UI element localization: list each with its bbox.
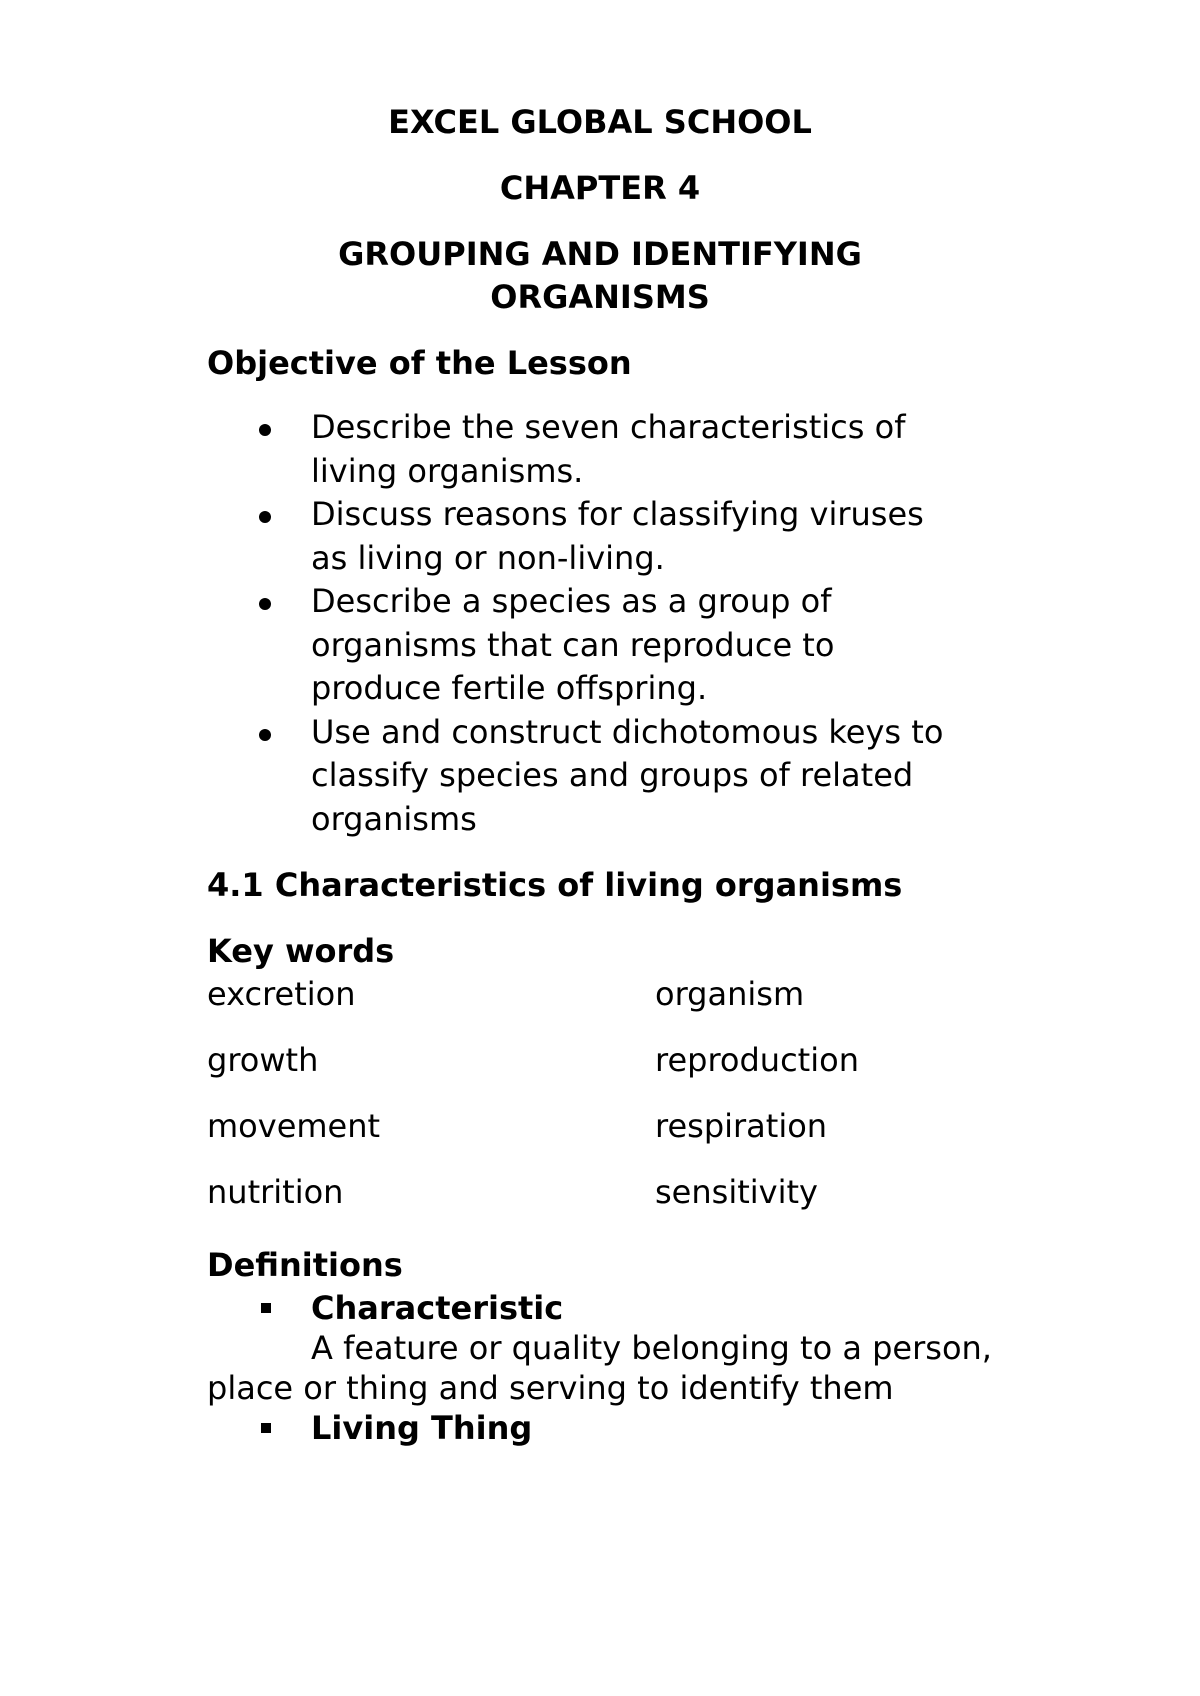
objective-item bbox=[207, 580, 1007, 711]
objective-line: Describe a species as a group of bbox=[311, 582, 832, 620]
chapter-title-line-1: GROUPING AND IDENTIFYING bbox=[338, 235, 862, 273]
objectives-heading: Objective of the Lesson bbox=[207, 344, 632, 382]
definition-term bbox=[207, 1288, 1007, 1328]
keywords-heading: Key words bbox=[207, 932, 395, 970]
objectives-list bbox=[207, 406, 1007, 841]
square-bullet-icon bbox=[261, 1423, 271, 1433]
bullet-icon bbox=[259, 511, 271, 523]
chapter-number: CHAPTER 4 bbox=[499, 169, 701, 207]
objective-item bbox=[207, 711, 1007, 842]
definitions-list bbox=[207, 1288, 1007, 1448]
keyword: sensitivity bbox=[655, 1173, 818, 1211]
keyword: respiration bbox=[655, 1107, 828, 1145]
objective-item bbox=[207, 493, 1007, 580]
objective-line: organisms that can reproduce to bbox=[311, 625, 835, 664]
keyword: reproduction bbox=[655, 1041, 859, 1079]
keyword: growth bbox=[207, 1041, 319, 1079]
bullet-icon bbox=[259, 424, 271, 436]
definition-text: A feature or quality belonging to a person, place or thing and serving to identify them bbox=[207, 1329, 992, 1407]
bullet-icon bbox=[259, 598, 271, 610]
chapter-title-line-2: ORGANISMS bbox=[490, 278, 710, 316]
keyword: excretion bbox=[207, 975, 356, 1013]
keyword: nutrition bbox=[207, 1173, 344, 1211]
objective-line: living organisms. bbox=[311, 451, 584, 490]
keyword: organism bbox=[655, 975, 805, 1013]
definitions-heading: Definitions bbox=[207, 1246, 403, 1284]
definition-term-label: Characteristic bbox=[311, 1289, 564, 1327]
objective-item bbox=[207, 406, 1007, 493]
keyword: movement bbox=[207, 1107, 381, 1145]
objective-line: as living or non-living. bbox=[311, 538, 665, 577]
objective-line: produce fertile offspring. bbox=[311, 669, 708, 707]
objective-line: organisms bbox=[311, 799, 477, 838]
definition-term-label: Living Thing bbox=[311, 1409, 533, 1447]
objective-line: Use and construct dichotomous keys to bbox=[311, 712, 944, 751]
square-bullet-icon bbox=[261, 1303, 271, 1313]
objective-line: classify species and groups of related bbox=[311, 756, 914, 794]
keywords-table bbox=[207, 974, 1007, 1238]
bullet-icon bbox=[259, 729, 271, 741]
objective-line: Discuss reasons for classifying viruses bbox=[311, 495, 924, 533]
section-heading: 4.1 Characteristics of living organisms bbox=[207, 866, 903, 904]
definition-term bbox=[207, 1408, 1007, 1448]
school-name: EXCEL GLOBAL SCHOOL bbox=[388, 103, 812, 141]
objective-line: Describe the seven characteristics of bbox=[311, 408, 906, 446]
